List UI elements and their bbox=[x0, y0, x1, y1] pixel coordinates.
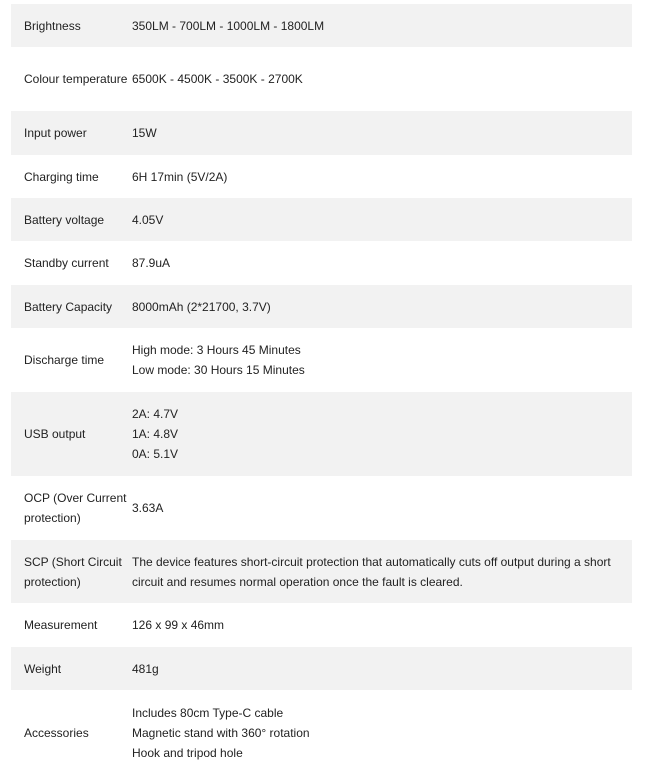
spec-row-discharge-time bbox=[11, 328, 632, 392]
spec-value-line: 15W bbox=[132, 126, 157, 140]
spec-row-measurement bbox=[11, 603, 632, 647]
spec-label: Charging time bbox=[24, 169, 99, 184]
spec-value bbox=[132, 210, 632, 230]
spec-row-battery-capacity bbox=[11, 285, 632, 328]
spec-row-ocp bbox=[11, 476, 632, 540]
spec-value bbox=[132, 404, 632, 464]
spec-table bbox=[11, 4, 632, 775]
spec-row-weight bbox=[11, 647, 632, 690]
spec-value-line: 0A: 5.1V bbox=[132, 447, 179, 461]
spec-value-line: 126 x 99 x 46mm bbox=[132, 618, 225, 632]
spec-row-colour-temperature bbox=[11, 47, 632, 111]
spec-value bbox=[132, 615, 632, 635]
spec-value-line: 481g bbox=[132, 661, 159, 676]
spec-row-battery-voltage bbox=[11, 198, 632, 241]
spec-value bbox=[132, 659, 632, 679]
spec-label: Weight bbox=[24, 661, 62, 676]
spec-label: Measurement bbox=[24, 618, 98, 632]
spec-value bbox=[132, 552, 632, 592]
spec-value bbox=[132, 123, 632, 143]
spec-value bbox=[132, 498, 632, 518]
spec-label: Battery Capacity bbox=[24, 299, 113, 314]
spec-row-usb-output bbox=[11, 392, 632, 476]
spec-value-line: 8000mAh (2*21700, 3.7V) bbox=[132, 299, 271, 314]
spec-value bbox=[132, 340, 632, 380]
spec-value bbox=[132, 703, 632, 763]
spec-value-line: 3.63A bbox=[132, 501, 164, 515]
spec-row-brightness bbox=[11, 4, 632, 47]
spec-value-line: 350LM - 700LM - 1000LM - 1800LM bbox=[132, 18, 325, 33]
spec-label: OCP (Over Current protection) bbox=[24, 491, 127, 525]
spec-value-line: Hook and tripod hole bbox=[132, 745, 243, 760]
spec-row-charging-time bbox=[11, 155, 632, 198]
spec-label: Input power bbox=[24, 126, 87, 140]
spec-label: SCP (Short Circuit protection) bbox=[24, 554, 122, 589]
spec-label: Colour temperature bbox=[24, 72, 128, 86]
spec-value bbox=[132, 69, 632, 89]
spec-value bbox=[132, 253, 632, 273]
spec-label: Brightness bbox=[24, 18, 81, 33]
spec-value-line: The device features short-circuit protection that automatically cuts off output during a short circuit and resumes normal operation once the fault is cleared. bbox=[132, 554, 611, 589]
spec-label: Standby current bbox=[24, 256, 109, 270]
spec-row-scp bbox=[11, 540, 632, 603]
spec-label: Discharge time bbox=[24, 353, 105, 367]
spec-value-line: 87.9uA bbox=[132, 256, 171, 270]
spec-value-line: Low mode: 30 Hours 15 Minutes bbox=[132, 363, 305, 377]
spec-value-line: 4.05V bbox=[132, 212, 164, 227]
spec-label: USB output bbox=[24, 427, 86, 441]
spec-value bbox=[132, 297, 632, 317]
spec-row-input-power bbox=[11, 111, 632, 155]
spec-row-accessories bbox=[11, 690, 632, 775]
spec-value bbox=[132, 16, 632, 36]
spec-value-line: 2A: 4.7V bbox=[132, 407, 179, 421]
spec-label: Accessories bbox=[24, 725, 89, 740]
spec-row-standby-current bbox=[11, 241, 632, 285]
spec-value bbox=[132, 167, 632, 187]
spec-value-line: 1A: 4.8V bbox=[132, 427, 179, 441]
spec-value-line: Includes 80cm Type-C cable bbox=[132, 705, 284, 720]
spec-value-line: 6500K - 4500K - 3500K - 2700K bbox=[132, 72, 303, 86]
spec-value-line: High mode: 3 Hours 45 Minutes bbox=[132, 343, 301, 357]
spec-label: Battery voltage bbox=[24, 212, 105, 227]
spec-value-line: 6H 17min (5V/2A) bbox=[132, 169, 228, 184]
spec-value-line: Magnetic stand with 360° rotation bbox=[132, 725, 310, 740]
